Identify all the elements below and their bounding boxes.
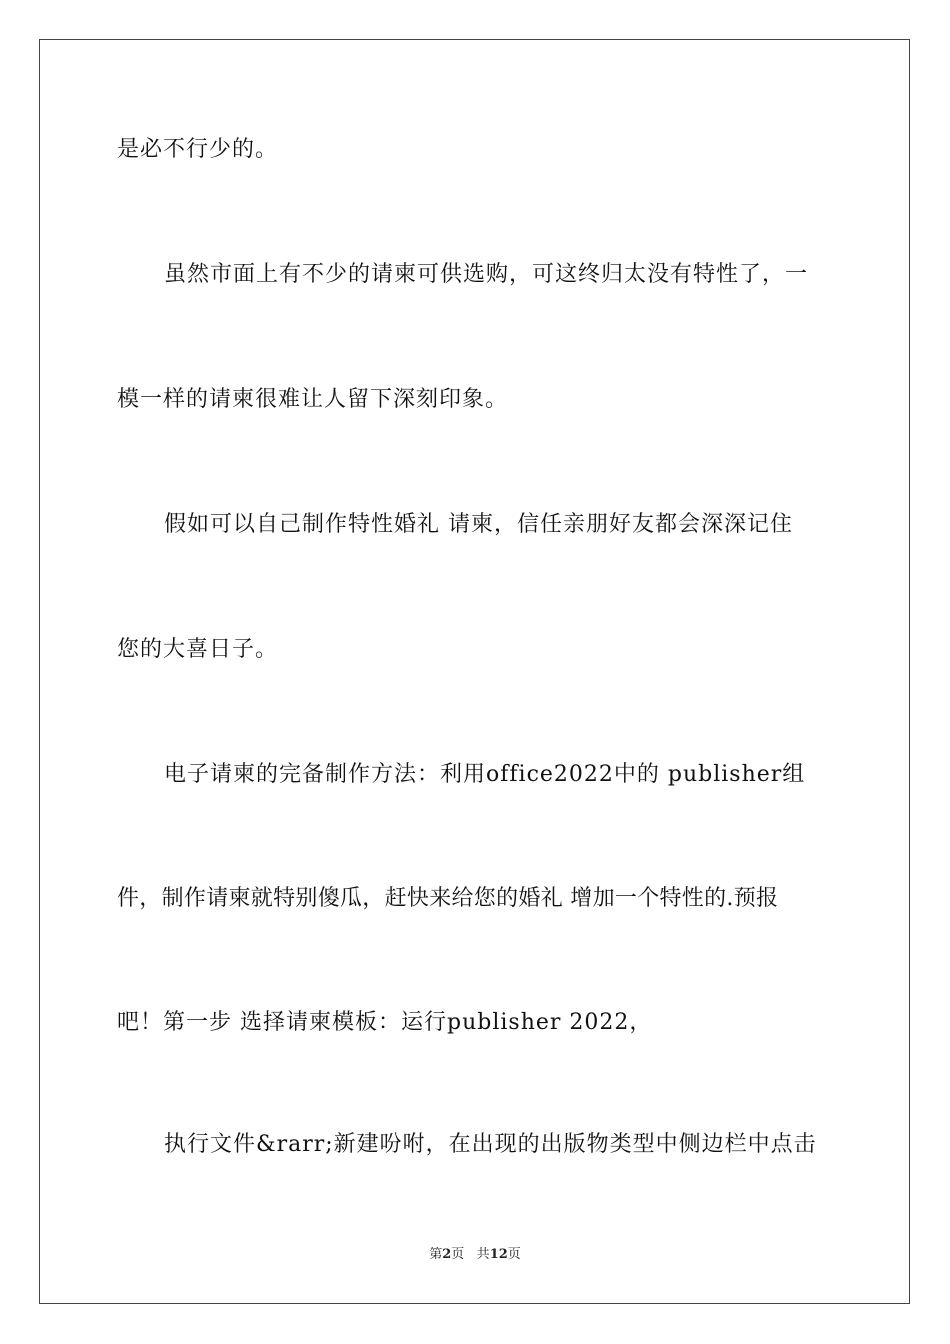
footer-total-suffix: 页 (507, 1247, 521, 1262)
text-line-1: 是必不行少的。 (117, 137, 279, 162)
text-line-8: 吧！第一步 选择请柬模板：运行publisher 2022， (117, 1010, 653, 1035)
text-line-2: 虽然市面上有不少的请柬可供选购，可这终归太没有特性了，一 (164, 262, 809, 287)
footer-page-number: 2 (442, 1247, 452, 1262)
page-footer (0, 1246, 950, 1264)
text-line-4: 假如可以自己制作特性婚礼 请柬，信任亲朋好友都会深深记住 (164, 512, 793, 537)
page-border (39, 39, 910, 1304)
footer-total-pages: 12 (489, 1247, 508, 1262)
text-line-3: 模一样的请柬很难让人留下深刻印象。 (117, 387, 509, 412)
text-line-5: 您的大喜日子。 (117, 637, 279, 662)
footer-page-suffix: 页 (451, 1247, 465, 1262)
text-line-9: 执行文件&rarr;新建吩咐，在出现的出版物类型中侧边栏中点击 (164, 1132, 817, 1157)
text-line-6: 电子请柬的完备制作方法：利用office2022中的 publisher组 (164, 762, 806, 787)
text-line-7: 件，制作请柬就特别傻瓜，赶快来给您的婚礼 增加一个特性的.预报 (117, 886, 779, 911)
footer-page-prefix: 第 (429, 1247, 443, 1262)
footer-total-prefix: 共 (476, 1247, 490, 1262)
